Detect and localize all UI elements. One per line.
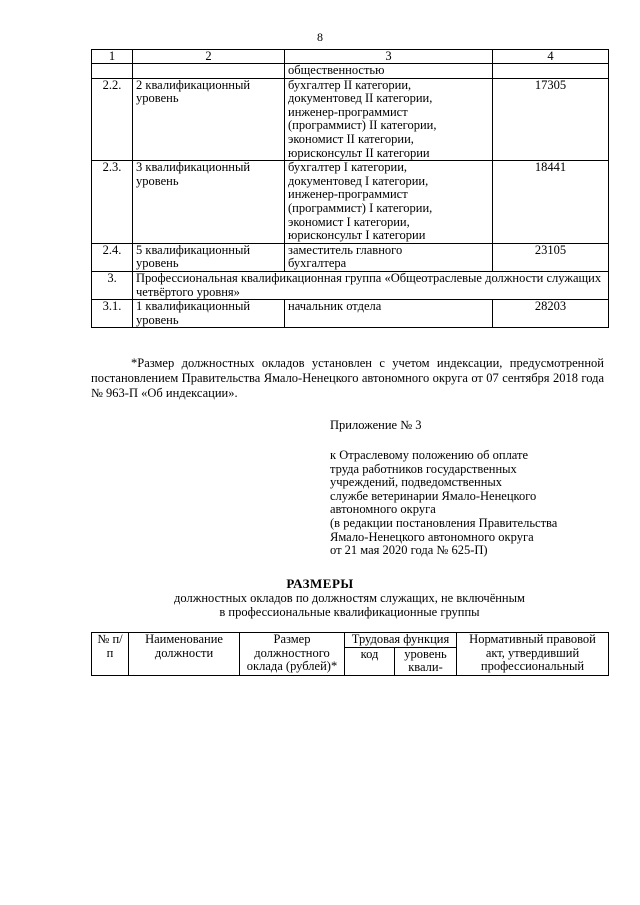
position-line: инженер-программист [288, 187, 408, 202]
position-line: (программист) II категории, [288, 118, 437, 133]
table-row [92, 64, 609, 79]
salary-table-2 [91, 632, 609, 676]
row-number: 3. [92, 271, 133, 299]
row-number: 3.1. [92, 300, 133, 328]
qualification-level: 5 квалификационный уровень [133, 243, 285, 271]
position-line: бухгалтера [288, 256, 347, 271]
position-line: юрисконсульт II категории [288, 145, 430, 160]
col-header-function: Трудовая функция [345, 633, 457, 648]
row-number: 2.2. [92, 78, 133, 161]
qualification-level: 2 квалификационный уровень [133, 78, 285, 161]
group-row [92, 271, 609, 299]
position-line: документовед II категории, [288, 91, 433, 106]
continuation-cell: общественностью [285, 64, 493, 79]
position-line: (программист) I категории, [288, 200, 433, 215]
appendix-title: Приложение № 3 [330, 418, 422, 432]
subheading-line: должностных окладов по должностям служащих, не включённым [174, 591, 525, 605]
column-number-2: 2 [133, 50, 285, 64]
table-row [92, 161, 609, 244]
table-row [92, 300, 609, 328]
appendix-line: службе ветеринарии Ямало-Ненецкого [330, 488, 537, 503]
table-row [92, 78, 609, 161]
table-row [92, 243, 609, 271]
position-line: заместитель главного [288, 242, 403, 257]
section-subheading [91, 591, 608, 619]
positions-cell [285, 161, 493, 244]
table-header-row [92, 633, 609, 648]
salary-value: 28203 [493, 300, 609, 328]
salary-value: 23105 [493, 243, 609, 271]
page-number: 8 [317, 30, 323, 44]
position-line: документовед I категории, [288, 173, 429, 188]
salary-value: 17305 [493, 78, 609, 161]
qualification-level: 1 квалификационный уровень [133, 300, 285, 328]
subheading-line: в профессиональные квалификационные группы [219, 605, 480, 619]
appendix-line: труда работников государственных [330, 461, 517, 476]
section-heading: РАЗМЕРЫ [286, 576, 354, 591]
column-number-1: 1 [92, 50, 133, 64]
positions-cell [285, 243, 493, 271]
appendix-line: к Отраслевому положению об оплате [330, 448, 529, 462]
col-header-level: уровень квали- [395, 647, 457, 675]
position-line: инженер-программист [288, 104, 408, 119]
row-number: 2.3. [92, 161, 133, 244]
row-number: 2.4. [92, 243, 133, 271]
col-header-name: Наименование должности [129, 633, 240, 676]
position-name: начальник отдела [285, 300, 493, 328]
position-line: экономист I категории, [288, 214, 410, 229]
appendix-line: от 21 мая 2020 года № 625-П) [330, 543, 488, 558]
position-line: экономист II категории, [288, 131, 414, 146]
appendix-line: Ямало-Ненецкого автономного округа [330, 529, 534, 544]
positions-cell [285, 78, 493, 161]
table-header-row [92, 50, 609, 64]
position-line: юрисконсульт I категории [288, 228, 426, 243]
appendix-line: (в редакции постановления Правительства [330, 515, 558, 530]
col-header-number: № п/п [92, 633, 129, 676]
salary-table [91, 49, 609, 328]
col-header-code: код [345, 647, 395, 675]
col-header-act: Нормативный правовой акт, утвердивший профессиональный [457, 633, 609, 676]
position-line: бухгалтер I категории, [288, 160, 408, 175]
appendix-line: автономного округа [330, 502, 436, 517]
position-line: бухгалтер II категории, [288, 77, 412, 92]
qualification-level: 3 квалификационный уровень [133, 161, 285, 244]
column-number-4: 4 [493, 50, 609, 64]
col-header-salary: Размер должностного оклада (рублей)* [240, 633, 345, 676]
column-number-3: 3 [285, 50, 493, 64]
salary-value: 18441 [493, 161, 609, 244]
appendix-reference [330, 449, 615, 558]
group-title: Профессиональная квалификационная группа «Общеотраслевые должности служащих четвёртого уровня» [133, 271, 609, 299]
appendix-line: учреждений, подведомственных [330, 475, 503, 490]
footnote: *Размер должностных окладов установлен с учетом индексации, предусмотренной постановлением Правительства Ямало-Ненецкого автономного округа от 07 сентября 2018 года № 963-П «Об индексации». [91, 356, 604, 400]
